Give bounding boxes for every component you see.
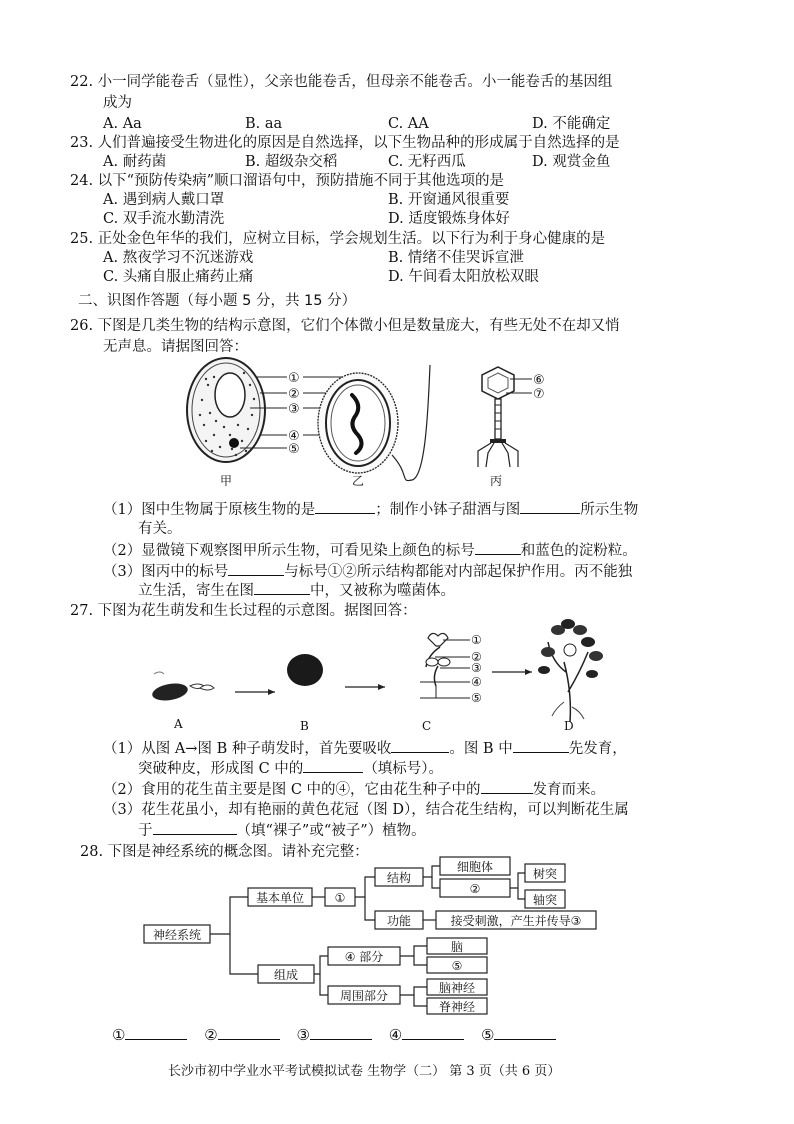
map-cranial-nerve: 脑神经: [438, 981, 476, 995]
fig27-caption-c: C: [422, 719, 432, 733]
q27-peanut-figure: [140, 612, 620, 737]
q22-option-c: C. AA: [388, 116, 429, 132]
q26-microbe-figure: [180, 355, 570, 490]
q24-option-a: A. 遇到病人戴口罩: [103, 192, 225, 208]
fig26-caption-jia: 甲: [220, 474, 233, 488]
q23-option-a: A. 耐药菌: [103, 154, 167, 170]
q22-stem-line2: 成为: [103, 95, 132, 111]
q26-sub1-text-c: 所示生物: [580, 502, 639, 518]
q26-sub3-text-d: 中，又被称为噬菌体。: [310, 583, 455, 599]
q26-sub2-text-b: 和蓝色的淀粉粒。: [520, 543, 637, 559]
peanut-seed-a-illustration: [151, 672, 214, 703]
q26-sub3-line2: [138, 580, 455, 601]
q22-option-b: B. aa: [245, 116, 283, 132]
map-blank-1: ①: [334, 891, 346, 905]
fig27-label-2: ②: [471, 650, 482, 664]
q25-stem: 25. 正处金色年华的我们，应树立目标，学会规划生活。以下行为利于身心健康的是: [70, 231, 606, 247]
q27-sub2-text-b: 发育而来。: [532, 782, 606, 798]
fig26-label-6: ⑥: [533, 373, 545, 388]
q27-sub1-text-d: 突破种皮，形成图 C 中的: [138, 761, 304, 777]
section-heading: 二、识图作答题（每小题 5 分，共 15 分）: [78, 293, 357, 309]
fig27-caption-b: B: [300, 719, 309, 733]
q25-option-a: A. 熬夜学习不沉迷游戏: [103, 250, 254, 266]
map-brain: 脑: [450, 940, 464, 954]
q26-sub3-text-c: 立生活，寄生在图: [138, 583, 254, 599]
q27-sub3-text-b: 于: [138, 823, 153, 839]
q26-sub1-line2: 有关。: [138, 521, 182, 537]
map-cell-body: 细胞体: [456, 860, 494, 874]
q24-option-b: B. 开窗通风很重要: [388, 192, 510, 208]
fig26-label-1: ①: [288, 371, 300, 386]
q26-sub2-text-a: （2）显微镜下观察图甲所示生物，可看见染上颜色的标号: [103, 543, 475, 559]
q27-stem: 27. 下图为花生萌发和生长过程的示意图。据图回答：: [70, 603, 417, 619]
q26-sub1-line1: [103, 499, 638, 520]
fig27-label-1: ①: [471, 633, 482, 647]
map-root: 神经系统: [152, 928, 202, 942]
q27-sub1-text-b: 。图 B 中: [449, 741, 513, 757]
q28-stem: 28. 下图是神经系统的概念图。请补充完整：: [80, 844, 369, 860]
peanut-seed-b-illustration: [287, 654, 323, 686]
fig26-label-4: ④: [288, 429, 300, 444]
q27-sub3-line1: （3）花生花虽小，却有艳丽的黄色花冠（图 D），结合花生结构，可以判断花生属: [103, 802, 629, 818]
q28-answer-blank-2[interactable]: [218, 1025, 280, 1040]
q27-blank-1[interactable]: [391, 738, 449, 753]
q26-blank-4[interactable]: [228, 561, 284, 576]
q28-answer-blank-1[interactable]: [125, 1025, 187, 1040]
q26-sub1-text-a: （1）图中生物属于原核生物的是: [103, 502, 316, 518]
q27-blank-5[interactable]: [153, 820, 237, 835]
q28-answer-label-2: ②: [204, 1026, 218, 1044]
q27-sub1-text-a: （1）从图 A→图 B 种子萌发时，首先要吸收: [103, 741, 392, 757]
q25-option-c: C. 头痛自服止痛药止痛: [103, 269, 254, 285]
q26-sub2: [103, 540, 637, 561]
map-spinal-nerve: 脊神经: [438, 1000, 476, 1014]
fig26-label-5: ⑤: [288, 442, 300, 457]
q23-stem: 23. 人们普遍接受生物进化的原因是自然选择，以下生物品种的形成属于自然选择的是: [70, 135, 620, 151]
map-dendrite: 树突: [532, 867, 558, 881]
q26-sub3-text-b: 与标号①②所示结构都能对内部起保护作用。丙不能独: [284, 564, 633, 580]
q27-sub2: [103, 779, 605, 800]
peanut-plant-d-illustration: [538, 619, 603, 722]
q25-option-d: D. 午间看太阳放松双眼: [388, 269, 539, 285]
q28-answer-label-4: ④: [388, 1026, 403, 1044]
fig26-caption-bing: 丙: [490, 474, 503, 488]
fig26-label-7: ⑦: [533, 387, 545, 402]
peanut-seedling-c-illustration: [426, 633, 450, 698]
q28-answer-label-5: ⑤: [480, 1026, 495, 1044]
map-blank-5: ⑤: [451, 959, 463, 973]
bacteriophage-illustration: [478, 367, 532, 467]
q28-answer-blank-4[interactable]: [402, 1025, 464, 1040]
q22-option-d: D. 不能确定: [532, 116, 611, 132]
q24-stem: 24. 以下“预防传染病”顺口溜语句中，预防措施不同于其他选项的是: [70, 173, 504, 189]
map-part-4: ④ 部分: [344, 950, 384, 964]
fig26-label-3: ③: [288, 402, 300, 417]
q27-sub3-line2: [138, 820, 426, 841]
map-structure: 结构: [386, 871, 412, 885]
q27-sub1-line2: [138, 758, 443, 779]
map-peripheral: 周围部分: [339, 989, 389, 1003]
q27-sub1-text-e: （填标号）。: [363, 761, 444, 777]
fig27-label-4: ④: [471, 675, 482, 689]
q22-stem-line1: 22. 小一同学能卷舌（显性），父亲也能卷舌，但母亲不能卷舌。小一能卷舌的基因组: [70, 74, 613, 90]
q27-sub2-text-a: （2）食用的花生苗主要是图 C 中的④，它由花生种子中的: [103, 782, 481, 798]
q25-option-b: B. 情绪不佳哭诉宣泄: [388, 250, 524, 266]
q24-option-c: C. 双手流水勤清洗: [103, 211, 225, 227]
q28-answer-blank-5[interactable]: [494, 1025, 556, 1040]
q26-stem-line1: 26. 下图是几类生物的结构示意图，它们个体微小但是数量庞大，有些无处不在却又悄: [70, 318, 620, 334]
map-basic-unit: 基本单位: [255, 891, 305, 905]
yeast-cell-illustration: [187, 358, 265, 462]
fig27-caption-a: A: [174, 717, 183, 731]
q27-blank-2[interactable]: [513, 738, 569, 753]
q28-answer-row: [112, 1025, 556, 1045]
map-function: 功能: [386, 914, 412, 928]
q28-answer-blank-3[interactable]: [310, 1025, 372, 1040]
q28-answer-label-3: ③: [296, 1026, 310, 1044]
q26-stem-line2: 无声息。请据图回答：: [103, 339, 248, 355]
q27-sub1-text-c: 先发育，: [568, 741, 627, 757]
q26-sub3-line1: [103, 561, 632, 582]
q28-answer-label-1: ①: [112, 1026, 126, 1044]
map-blank-2: ②: [469, 882, 481, 896]
bacterium-illustration: [318, 365, 430, 481]
map-axon: 轴突: [532, 893, 558, 907]
q26-sub1-text-b: ；制作小钵子甜酒与图: [375, 502, 521, 518]
map-composition: 组成: [273, 968, 299, 982]
q27-blank-4[interactable]: [481, 779, 533, 794]
map-function-text: 接受刺激，产生并传导③: [450, 914, 582, 928]
q26-blank-3[interactable]: [475, 540, 521, 555]
q26-sub3-text-a: （3）图丙中的标号: [103, 564, 229, 580]
fig27-label-5: ⑤: [471, 691, 482, 705]
q26-blank-5[interactable]: [254, 580, 310, 595]
q23-option-d: D. 观赏金鱼: [532, 154, 611, 170]
q24-option-d: D. 适度锻炼身体好: [388, 211, 510, 227]
q27-sub1-line1: [103, 738, 627, 759]
q23-option-b: B. 超级杂交稻: [245, 154, 338, 170]
fig26-caption-yi: 乙: [352, 474, 365, 488]
q27-blank-3[interactable]: [303, 758, 363, 773]
fig26-label-2: ②: [288, 387, 300, 402]
q27-sub3-text-c: （填“裸子”或“被子”）植物。: [236, 823, 426, 839]
q26-blank-1[interactable]: [315, 499, 375, 514]
fig27-label-3: ③: [471, 661, 482, 675]
q28-nervous-system-concept-map: [140, 853, 610, 1018]
page-footer: 长沙市初中学业水平考试模拟试卷 生物学（二） 第 3 页（共 6 页）: [168, 1064, 561, 1079]
q23-option-c: C. 无籽西瓜: [388, 154, 466, 170]
q22-option-a: A. Aa: [103, 116, 142, 132]
q26-blank-2[interactable]: [520, 499, 580, 514]
fig27-caption-d: D: [564, 719, 574, 733]
